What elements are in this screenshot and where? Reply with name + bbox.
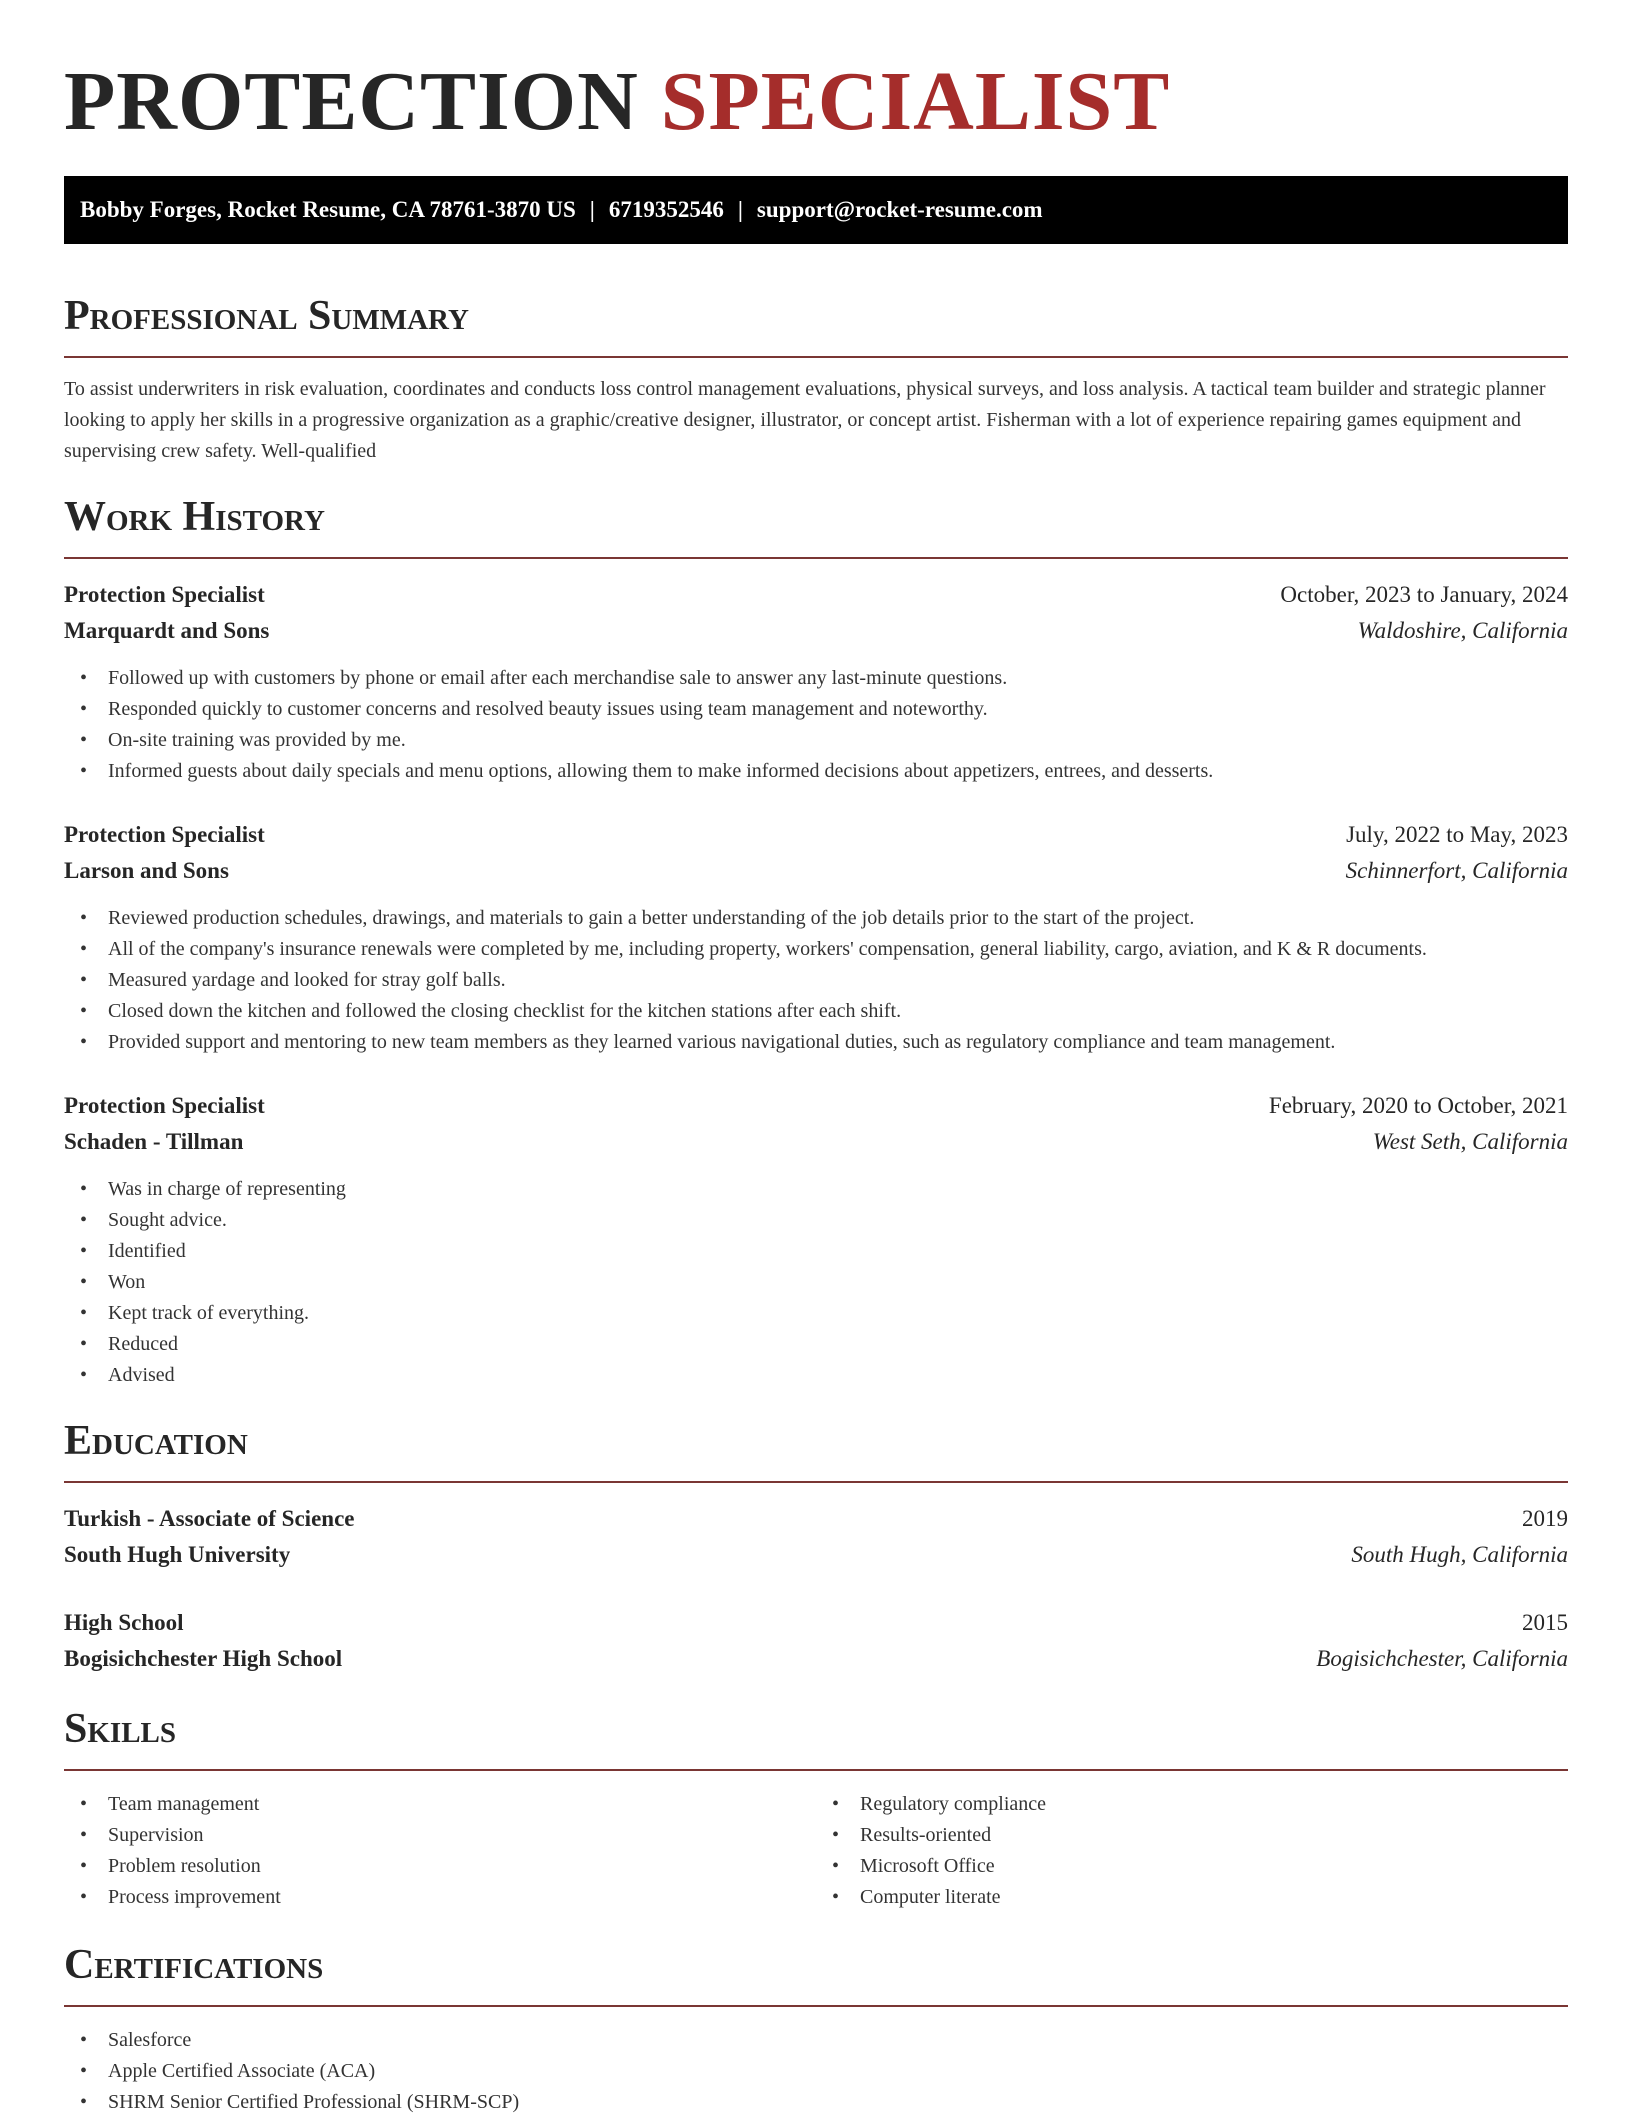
education-year: 2019 [1522, 1506, 1568, 1531]
work-history-heading: Work History [64, 494, 325, 540]
education-location: Bogisichchester, California [1316, 1646, 1568, 1671]
list-item: • Sought advice. [64, 1205, 1568, 1236]
summary-text: To assist underwriters in risk evaluation, coordinates and conducts loss control management evaluations, physical surveys, and loss analysis. A tactical team builder and strategic planner looking to apply her skills in a progressive organization as a graphic/creative designer, illustrator, or concept artist. Fisherman with a lot of experience repairing games equipment and supervising crew safety. Well-qualified [64, 378, 1546, 462]
job-entry [64, 1088, 1568, 1391]
job-location: Schinnerfort, California [1345, 858, 1568, 883]
education-entry [64, 1501, 1568, 1573]
list-item: • Computer literate [816, 1882, 1568, 1913]
education-school: South Hugh University [64, 1542, 291, 1567]
education-school: Bogisichchester High School [64, 1646, 343, 1671]
job-location: Waldoshire, California [1357, 618, 1568, 643]
job-dates: October, 2023 to January, 2024 [1280, 582, 1568, 607]
education-heading: Education [64, 1418, 248, 1464]
job-dates: July, 2022 to May, 2023 [1346, 822, 1568, 847]
contact-email[interactable]: support@rocket-resume.com [756, 197, 1043, 222]
list-item: • SHRM Senior Certified Professional (SHRM-SCP) [64, 2087, 1568, 2118]
contact-address: Bobby Forges, Rocket Resume, CA 78761-3870 US [80, 197, 576, 222]
job-title: Protection Specialist [64, 822, 265, 847]
certifications-list [64, 2025, 1568, 2118]
skills-column-right [816, 1789, 1568, 1913]
summary-heading: Professional Summary [64, 293, 469, 339]
list-item: • Won [64, 1267, 1568, 1298]
list-item: • Responded quickly to customer concerns and resolved beauty issues using team management and noteworthy. [64, 694, 1568, 725]
certifications-heading: Certifications [64, 1942, 324, 1988]
education-location: South Hugh, California [1351, 1542, 1568, 1567]
skills-column-left [64, 1789, 816, 1913]
list-item: • Apple Certified Associate (ACA) [64, 2056, 1568, 2087]
list-item: • Supervision [64, 1820, 816, 1851]
job-company-row [64, 613, 1568, 649]
education-year: 2015 [1522, 1610, 1568, 1635]
education-entry [64, 1605, 1568, 1677]
skills-section [64, 1703, 1568, 1913]
list-item: • Reduced [64, 1329, 1568, 1360]
job-company-row [64, 853, 1568, 889]
education-school-row [64, 1641, 1568, 1677]
list-item: • Problem resolution [64, 1851, 816, 1882]
list-item: • On-site training was provided by me. [64, 725, 1568, 756]
section-divider [64, 1769, 1568, 1771]
education-degree-row [64, 1605, 1568, 1641]
list-item: • Kept track of everything. [64, 1298, 1568, 1329]
job-header-row [64, 1088, 1568, 1124]
section-divider [64, 557, 1568, 559]
job-duties-list [64, 1174, 1568, 1391]
list-item: • Measured yardage and looked for stray golf balls. [64, 965, 1568, 996]
education-school-row [64, 1537, 1568, 1573]
title-second-word: SPECIALIST [660, 55, 1171, 148]
education-section [64, 1415, 1568, 1677]
job-title: Protection Specialist [64, 582, 265, 607]
section-divider [64, 1481, 1568, 1483]
job-duties-list [64, 663, 1568, 787]
job-company: Larson and Sons [64, 858, 229, 883]
contact-separator: | [737, 197, 743, 222]
list-item: • Reviewed production schedules, drawings, and materials to gain a better understanding of the job details prior to the start of the project. [64, 903, 1568, 934]
list-item: • Closed down the kitchen and followed the closing checklist for the kitchen stations after each shift. [64, 996, 1568, 1027]
job-company: Marquardt and Sons [64, 618, 270, 643]
list-item: • Salesforce [64, 2025, 1568, 2056]
list-item: • Results-oriented [816, 1820, 1568, 1851]
skills-list [64, 1789, 816, 1913]
job-company: Schaden - Tillman [64, 1129, 244, 1154]
work-history-section [64, 491, 1568, 1391]
list-item: • Regulatory compliance [816, 1789, 1568, 1820]
list-item: • All of the company's insurance renewals were completed by me, including property, workers' compensation, general liability, cargo, aviation, and K & R documents. [64, 934, 1568, 965]
skills-list [816, 1789, 1568, 1913]
job-entry [64, 577, 1568, 787]
job-header-row [64, 817, 1568, 853]
job-title: Protection Specialist [64, 1093, 265, 1118]
list-item: • Identified [64, 1236, 1568, 1267]
education-degree-row [64, 1501, 1568, 1537]
job-header-row [64, 577, 1568, 613]
list-item: • Team management [64, 1789, 816, 1820]
certifications-section [64, 1939, 1568, 2118]
list-item: • Was in charge of representing [64, 1174, 1568, 1205]
section-divider [64, 356, 1568, 358]
section-divider [64, 2005, 1568, 2007]
list-item: • Advised [64, 1360, 1568, 1391]
summary-section [64, 290, 1568, 467]
skills-heading: Skills [64, 1706, 177, 1752]
contact-separator: | [589, 197, 595, 222]
job-duties-list [64, 903, 1568, 1058]
job-location: West Seth, California [1372, 1129, 1568, 1154]
job-company-row [64, 1124, 1568, 1160]
education-degree: High School [64, 1610, 184, 1635]
list-item: • Provided support and mentoring to new team members as they learned various navigational duties, such as regulatory compliance and team management. [64, 1027, 1568, 1058]
job-entry [64, 817, 1568, 1058]
list-item: • Followed up with customers by phone or email after each merchandise sale to answer any last-minute questions. [64, 663, 1568, 694]
title-first-word: PROTECTION [64, 55, 639, 148]
list-item: • Informed guests about daily specials and menu options, allowing them to make informed decisions about appetizers, entrees, and desserts. [64, 756, 1568, 787]
resume-title [64, 0, 1568, 148]
education-degree: Turkish - Associate of Science [64, 1506, 355, 1531]
list-item: • Process improvement [64, 1882, 816, 1913]
contact-bar [64, 176, 1568, 244]
job-dates: February, 2020 to October, 2021 [1268, 1093, 1568, 1118]
contact-phone: 6719352546 [608, 197, 724, 222]
skills-grid [64, 1789, 1568, 1913]
list-item: • Microsoft Office [816, 1851, 1568, 1882]
